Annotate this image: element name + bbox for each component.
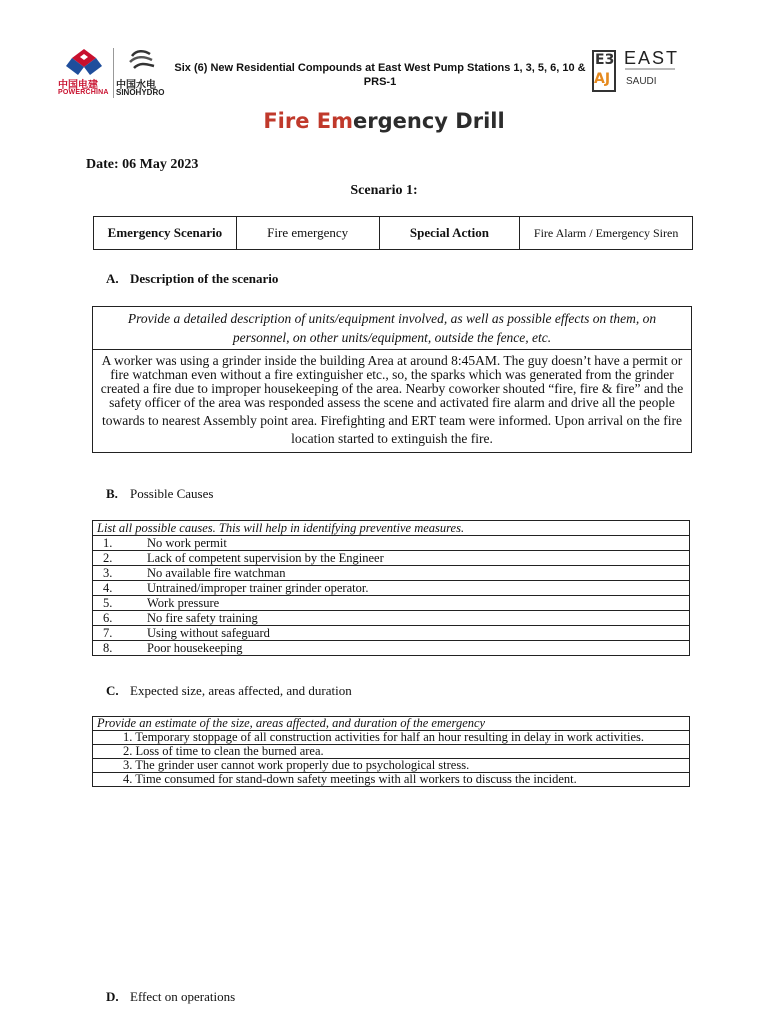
table-row [93, 717, 690, 731]
cause-item: 7. Using without safeguard [93, 626, 690, 641]
possible-causes-table [92, 520, 690, 656]
section-a-title: Description of the scenario [130, 271, 279, 286]
table-row [93, 581, 690, 596]
title-part-dark: ergency Drill [353, 109, 505, 133]
cause-item: 6. No fire safety training [93, 611, 690, 626]
table-row [93, 641, 690, 656]
special-action-label: Special Action [379, 217, 520, 250]
section-b-title: Possible Causes [130, 486, 214, 501]
section-c-title: Expected size, areas affected, and duration [130, 683, 352, 698]
table-row [93, 759, 690, 773]
table-row [93, 307, 692, 350]
cause-item: 8. Poor housekeeping [93, 641, 690, 656]
section-d-title: Effect on operations [130, 989, 236, 1004]
description-main: A worker was using a grinder inside the building Area at around 8:45AM. The guy doesn’t have a permit or fire watchman even without a fire extinguisher etc., so, the sparks which was generated from the grinder created a fire due to improper housekeeping of the area. Nearby coworker shouted “fire, fire & fire” and the safety officer of the area was responded assess the scene and activated fire alarm and drive all the people [100, 353, 684, 410]
causes-prompt: List all possible causes. This will help in identifying preventive measures. [93, 521, 690, 536]
powerchina-cn-name: 中国电建 [58, 80, 98, 91]
section-c-letter: C. [106, 683, 119, 698]
table-row [93, 551, 690, 566]
title-part-red: Fire Em [263, 109, 354, 133]
section-b-letter: B. [106, 486, 118, 501]
section-b-heading [106, 486, 213, 502]
emergency-scenario-label: Emergency Scenario [94, 217, 237, 250]
table-row [93, 745, 690, 759]
section-c-heading [106, 683, 352, 699]
powerchina-en-name: POWERCHINA [58, 89, 109, 96]
powerchina-mark-icon [66, 48, 102, 76]
table-row [93, 773, 690, 787]
eastaj-name: EAST [624, 48, 680, 68]
cause-item: 5. Work pressure [93, 596, 690, 611]
special-action-value: Fire Alarm / Emergency Siren [520, 217, 693, 250]
expected-impact-table [92, 716, 690, 787]
impact-item: 3. The grinder user cannot work properly due to psychological stress. [93, 759, 690, 773]
cause-item: 2. Lack of competent supervision by the Engineer [93, 551, 690, 566]
impact-prompt: Provide an estimate of the size, areas affected, and duration of the emergency [93, 717, 690, 731]
drill-date: Date: 06 May 2023 [86, 157, 199, 172]
table-row [93, 350, 692, 453]
impact-item: 2. Loss of time to clean the burned area. [93, 745, 690, 759]
section-d-letter: D. [106, 989, 119, 1004]
description-prompt: Provide a detailed description of units/equipment involved, as well as possible effects on them, on personnel, on other units/equipment, outside the fence, etc. [93, 307, 692, 350]
cause-item: 1. No work permit [93, 536, 690, 551]
impact-item: 4. Time consumed for stand-down safety meetings with all workers to discuss the incident. [93, 773, 690, 787]
scenario-heading: Scenario 1: [350, 183, 418, 198]
table-row [93, 611, 690, 626]
sinohydro-logo [116, 48, 168, 98]
table-row [93, 536, 690, 551]
scenario-description-table [92, 306, 692, 453]
table-row [93, 566, 690, 581]
eastaj-mark-top: E3 [595, 52, 615, 68]
eastaj-tagline-bar [625, 68, 675, 70]
table-row [93, 596, 690, 611]
sinohydro-wave-icon [128, 48, 156, 74]
project-title: Six (6) New Residential Compounds at East West Pump Stations 1, 3, 5, 6, 10 & PRS-1 [174, 62, 586, 88]
document-title [0, 106, 768, 136]
eastaj-mark-bottom: AJ [594, 71, 611, 87]
description-continued: towards to nearest Assembly point area. Firefighting and ERT team were informed. Upon arrival on the fire location started to extinguish the fire. [101, 413, 683, 446]
powerchina-logo [58, 48, 110, 98]
cause-item: 4. Untrained/improper trainer grinder operator. [93, 581, 690, 596]
table-row [94, 217, 693, 250]
table-row [93, 626, 690, 641]
cause-item: 3. No available fire watchman [93, 566, 690, 581]
eastaj-logo [592, 50, 692, 96]
sinohydro-cn-name: 中国水电 [116, 80, 156, 91]
eastaj-region: SAUDI [626, 76, 657, 87]
table-row [93, 731, 690, 745]
summary-table [93, 216, 693, 250]
emergency-scenario-value: Fire emergency [236, 217, 379, 250]
impact-item: 1. Temporary stoppage of all construction activities for half an hour resulting in delay in work activities. [93, 731, 690, 745]
section-a-letter: A. [106, 271, 119, 286]
section-a-heading [106, 271, 278, 287]
description-cell [93, 350, 692, 453]
logo-divider [113, 48, 114, 98]
sinohydro-en-name: SINOHYDRO [116, 88, 165, 97]
section-d-heading [106, 989, 235, 1005]
table-row [93, 521, 690, 536]
